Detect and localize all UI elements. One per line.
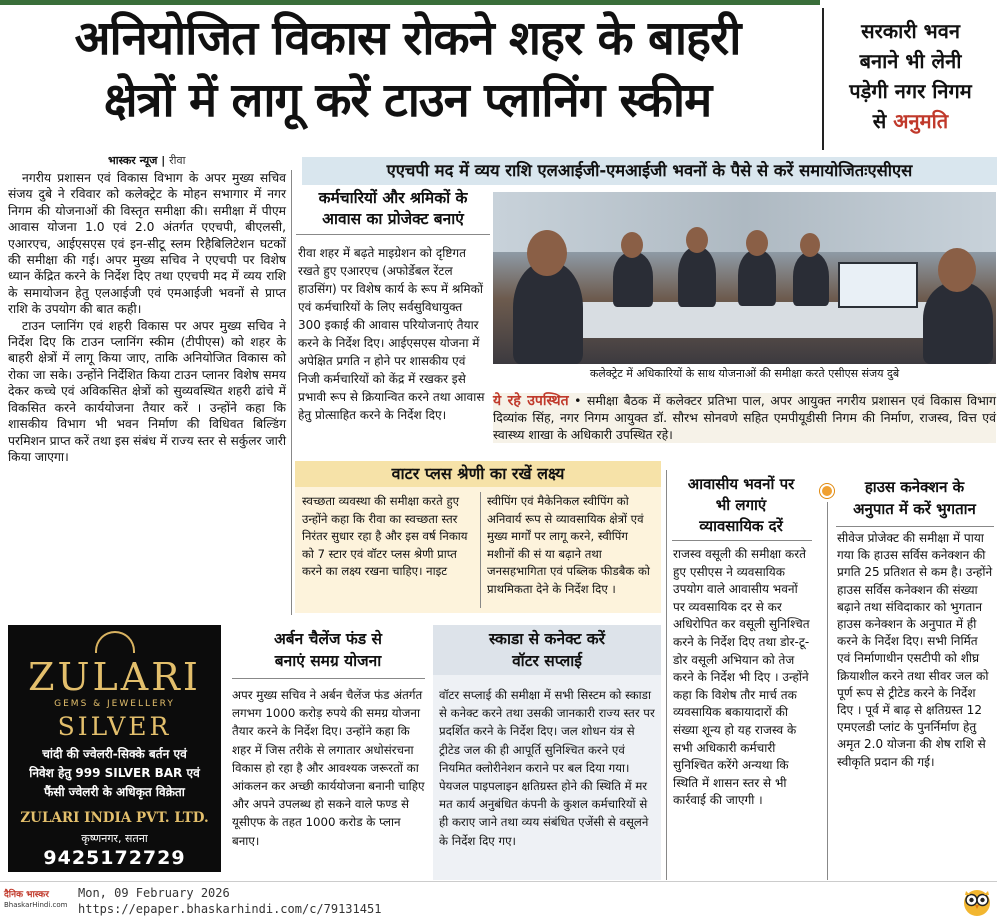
connection-divider bbox=[836, 526, 994, 527]
urban-title-2: बनाएं समग्र योजना bbox=[274, 652, 382, 670]
meeting-photo bbox=[493, 192, 996, 364]
side-line-4 bbox=[824, 106, 997, 136]
main-paragraph-2: टाउन प्लानिंग एवं शहरी विकास पर अपर मुख्य सचिव ने निर्देश दिए कि टाउन प्लानिंग स्कीम (टीपीएस) को शहर के बाहरी क्षेत्रों में लागू किया जाए, ताकि अनियोजित विकास को रोका जा सके। उन्होंने निर्देशित किया टाउन प्लानर विशेष समय देकर कच्चे एवं अविकसित क्षेत्रों को सुव्यवस्थित शहरी ढांचे में विकसित करने कार्ययोजना तैयार करें । उन्होंने कहा कि शासकीय विभाग भी भवन निर्माण की विधिवत बिल्डिंग परमिशन प्राप्त करें तथा इस संबंध में राज्य स्तर से सर्कुलर जारी किया जाएगा। bbox=[8, 318, 287, 464]
owl-icon[interactable] bbox=[962, 885, 992, 917]
commercial-title-2: भी लगाएं bbox=[715, 496, 767, 514]
ad-silver: SILVER bbox=[57, 712, 172, 741]
footer-url[interactable]: https://epaper.bhaskarhindi.com/c/79131451 bbox=[78, 902, 382, 916]
column-divider-2 bbox=[666, 470, 667, 880]
water-plus-heading: वाटर प्लस श्रेणी का रखें लक्ष्य bbox=[295, 461, 661, 487]
ring-icon bbox=[95, 631, 135, 653]
column-divider-3 bbox=[827, 502, 828, 880]
footer bbox=[0, 881, 997, 921]
side-line-4a: से bbox=[872, 109, 887, 133]
main-article-column bbox=[8, 170, 286, 465]
bhaskar-logo-sub: BhaskarHindi.com bbox=[4, 901, 68, 909]
scada-title-2: वॉटर सप्लाई bbox=[512, 652, 582, 670]
byline-source: भास्कर न्यूज bbox=[108, 154, 158, 167]
ad-gems: GEMS & JEWELLERY bbox=[54, 699, 175, 709]
side-headline-box bbox=[822, 8, 997, 150]
water-plus-right: स्वीपिंग एवं मैकेनिकल स्वीपिंग को अनिवार्य रूप से व्यावसायिक क्षेत्रों एवं मुख्य मार्गों पर लागू करने, स्वीपिंग मशीनों की सं या बढ़ाने तथा जनसहभागिता एवं पब्लिक फीडबैक को प्राथमिकता देने के निर्देश दिए । bbox=[487, 494, 650, 596]
photo-caption: कलेक्ट्रेट में अधिकारियों के साथ योजनाओं की समीक्षा करते एसीएस संजय दुबे bbox=[589, 367, 900, 380]
ad-desc-1: चांदी की ज्वेलरी-सिक्के बर्तन एवं bbox=[42, 747, 187, 761]
ad-address: कृष्णनगर, सतना bbox=[81, 832, 148, 845]
sub-headline: एएचपी मद में व्यय राशि एलआईजी-एमआईजी भवनों के पैसे से करें समायोजितःएसीएस bbox=[302, 157, 997, 185]
side-line-2: बनाने भी लेनी bbox=[859, 49, 962, 73]
housing-heading bbox=[296, 188, 490, 230]
scada-heading bbox=[433, 625, 661, 675]
commercial-body: राजस्व वसूली की समीक्षा करते हुए एसीएस ने व्यवसायिक उपयोग वाले आवासीय भवनों पर व्यवसायिक दर से कर अधिरोपित कर वसूली सुनिश्चित करने के निर्देश दिए तथा डोर-टू-डोर वसूली अभियान को तेज करने के निर्देश भी दिए । उन्होंने कहा कि विशेष तौर मार्च तक व्यवसायिक बकायादारों की संख्या शून्य हो यह राजस्व के सभी अधिकारी कर्मचारी सुनिश्चित करेंगे अन्यथा कि स्थिति में शासन स्तर से भी कार्रवाई की जाएगी । bbox=[673, 547, 810, 808]
commercial-heading bbox=[668, 474, 814, 537]
housing-divider bbox=[296, 234, 490, 235]
main-headline bbox=[0, 8, 815, 132]
footer-date: Mon, 09 February 2026 bbox=[78, 886, 230, 900]
side-line-3: पड़ेगी नगर निगम bbox=[849, 79, 972, 103]
side-line-4b: अनुमति bbox=[893, 109, 949, 133]
housing-body: रीवा शहर में बढ़ते माइग्रेशन को दृष्टिगत रखते हुए एआरएच (अफोर्डेबल रेंटल हाउसिंग) पर विशेष कार्य के रूप में श्रमिकों एवं कर्मचारियों के लिए सर्वसुविधायुक्त 300 इकाई की आवास परियोजनाएं तैयार करने के निर्देश दिए। आईएसएस योजना में अपेक्षित प्रगति न होने पर शासकीय एवं निजी कर्मचारियों को केंद्र में रखकर इसे प्रभावी रूप से क्रियान्वित करने तथा आवास हेतु प्रोत्साहित करने के निर्देश दिए। bbox=[298, 246, 485, 422]
main-paragraph-1: नगरीय प्रशासन एवं विकास विभाग के अपर मुख्य सचिव संजय दुबे ने रविवार को कलेक्ट्रेट के मोहन सभागार में नगर निगम की योजनाओं की विस्तृत समीक्षा की। समीक्षा में पीएम आवास योजना 1.0 एवं 2.0 अंतर्गत एएचपी, बीएलसी, एआरएच, आईएसएस एवं इन-सीटू स्लम रिहैबिलिटेशन घटकों की समीक्षा की गई। अपर मुख्य सचिव ने एएचपी पर विशेष ध्यान केंद्रित करने के निर्देश दिए तथा एएचपी मद में व्यय राशि के समायोजन हेतु एलआईजी एवं एमआईजी भवनों से प्राप्त राशि के उपयोग की बात कही। bbox=[8, 171, 286, 317]
commercial-title-3: व्यावसायिक दरें bbox=[699, 517, 783, 535]
scada-body: वॉटर सप्लाई की समीक्षा में सभी सिस्टम को स्काडा से कनेक्ट करने तथा उसकी जानकारी राज्य स्तर पर प्रदर्शित करने के निर्देश दिए। जल शोधन यंत्र से ट्रीटेड जल की ही आपूर्ति सुनिश्चित करने एवं नियमित क्लोरीनेशन कराने पर बल दिया गया। पेयजल पाइपलाइन क्षतिग्रस्त होने की स्थिति में मर मत कार्य अनुबंधित कंपनी के कुशल कर्मचारियों से ही कराए जाने तथा व्यय संबंधित एजेंसी से वसूलने के निर्देश दिए गए। bbox=[439, 688, 655, 848]
water-plus-left: स्वच्छता व्यवस्था की समीक्षा करते हुए उन्होंने कहा कि रीवा का स्वच्छता स्तर निरंतर सुधार रहा है और इस वर्ष निकाय को 7 स्टार एवं वॉटर प्लस श्रेणी प्राप्त करने का लक्ष्य रखना चाहिए। नाइट bbox=[302, 494, 468, 578]
attendees-body: • समीक्षा बैठक में कलेक्टर प्रतिभा पाल, अपर आयुक्त नगरीय प्रशासन एवं विकास विभाग दिव्यांक सिंह, नगर निगम आयुक्त डॉ. सौरभ सोनवणे सहित एमपीयूडीसी निगम की निर्माण, राजस्व, वित्त एवं स्वास्थ्य शाखा के अधिकारी उपस्थित रहे। bbox=[493, 393, 996, 442]
ad-desc-3: फैंसी ज्वेलरी के अधिकृत विक्रेता bbox=[44, 785, 185, 799]
bhaskar-logo[interactable]: दैनिक भास्कर bbox=[4, 890, 49, 900]
top-color-bar bbox=[0, 0, 820, 5]
headline-line-2: क्षेत्रों में लागू करें टाउन प्लानिंग स्कीम bbox=[103, 73, 712, 128]
attendees-box bbox=[493, 393, 996, 443]
headline-line-1: अनियोजित विकास रोकने शहर के बाहरी bbox=[74, 11, 741, 66]
column-divider bbox=[291, 170, 292, 615]
ad-brand: ZULARI bbox=[28, 655, 201, 699]
ad-desc-2: निवेश हेतु 999 SILVER BAR एवं bbox=[29, 766, 200, 780]
ad-phone: 9425172729 bbox=[43, 847, 186, 869]
byline: भास्कर न्यूज | रीवा bbox=[108, 154, 186, 167]
connection-title-1: हाउस कनेक्शन के bbox=[864, 478, 965, 496]
commercial-divider bbox=[672, 540, 812, 541]
commercial-title-1: आवासीय भवनों पर bbox=[687, 475, 795, 493]
zulari-advertisement bbox=[8, 625, 221, 872]
ad-company: ZULARI INDIA PVT. LTD. bbox=[20, 810, 209, 826]
screen-icon bbox=[838, 262, 918, 308]
urban-heading bbox=[228, 628, 428, 672]
side-line-1: सरकारी भवन bbox=[861, 19, 960, 43]
urban-body: अपर मुख्य सचिव ने अर्बन चैलेंज फंड अंतर्गत लगभग 1000 करोड़ रुपये की समग्र योजना तैयार करने के निर्देश दिए। उन्होंने कहा कि शहर में जिस तरीके से लगातार अधोसंरचना विकास हो रहा है और आवश्यक जरूरतों का आंकलन कर अच्छी कार्ययोजना बनानी चाहिए और अपने उपलब्ध हो सकने वाले फण्ड से यूसीएफ के तहत 1000 करोड के प्लान बनाए। bbox=[232, 688, 425, 848]
byline-place: रीवा bbox=[169, 154, 186, 167]
connection-title-2: अनुपात में करें भुगतान bbox=[853, 500, 976, 518]
urban-divider bbox=[232, 678, 425, 679]
urban-title-1: अर्बन चैलेंज फंड से bbox=[273, 630, 383, 648]
ad-description bbox=[12, 745, 217, 802]
connection-body: सीवेज प्रोजेक्ट की समीक्षा में पाया गया कि हाउस सर्विस कनेक्शन की प्रगति 25 प्रतिशत से कम है। उन्होंने हाउस सर्विस कनेक्शन की संख्या बढ़ाने तथा संविदाकार को भुगतान हाउस कनेक्शन के अनुपात में ही करने के निर्देश दिए। सभी निर्मित एवं निर्माणाधीन एसटीपी को शीघ्र क्रियाशील करने तथा सीवर जल को पूर्ण रूप से ट्रीटेड करने के निर्देश दिए । पूर्व में बाढ़ से क्षतिग्रस्त 12 एमएलडी प्लांट के पुनर्निर्माण हेतु अमृत 2.0 योजना की शेष राशि से स्वीकृति प्रदान की गई। bbox=[837, 531, 993, 769]
housing-title-2: आवास का प्रोजेक्ट बनाएं bbox=[322, 210, 464, 228]
water-divider bbox=[480, 492, 481, 608]
connection-heading bbox=[832, 476, 997, 520]
scada-title-1: स्काडा से कनेक्ट करें bbox=[489, 630, 605, 648]
attendees-label: ये रहे उपस्थित bbox=[493, 393, 569, 409]
housing-title-1: कर्मचारियों और श्रमिकों के bbox=[318, 189, 468, 207]
